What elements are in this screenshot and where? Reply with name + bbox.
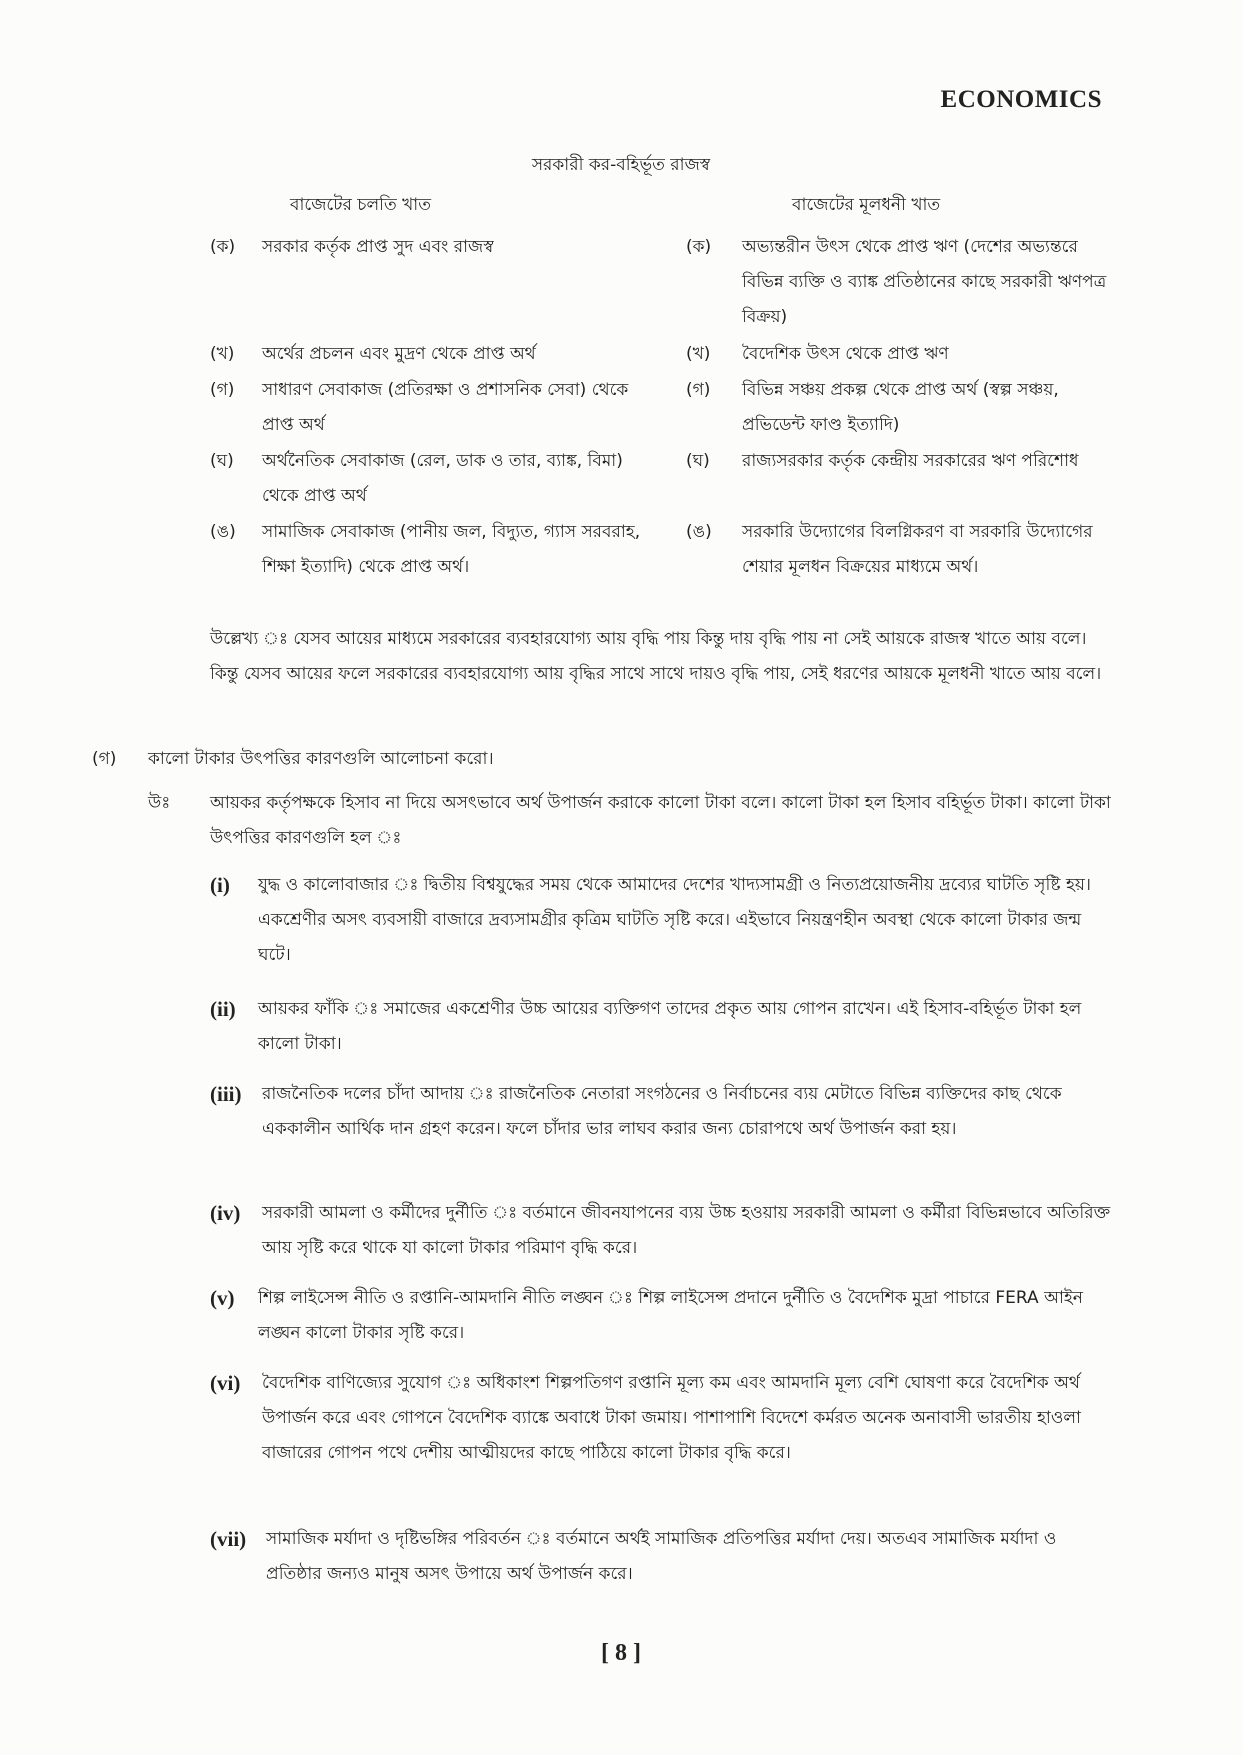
point-text: যুদ্ধ ও কালোবাজার ঃ দ্বিতীয় বিশ্বযুদ্ধের সময় থেকে আমাদের দেশের খাদ্যসামগ্রী ও নিত্যপ্রয়োজনীয় দ্রব্যের ঘাটতি সৃষ্টি হয়। একশ্রেণীর অসৎ ব্যবসায়ী বাজারে দ্রব্যসামগ্রীর কৃত্রিম ঘাটতি সৃষ্টি করে। এইভাবে নিয়ন্ত্রণহীন অবস্থা থেকে কালো টাকার জন্ম ঘটে। <box>258 875 1091 965</box>
table-title: সরকারী কর-বহির্ভূত রাজস্ব <box>531 155 711 175</box>
row-text-right: রাজ্যসরকার কর্তৃক কেন্দ্রীয় সরকারের ঋণ পরিশোধ <box>742 451 1079 471</box>
row-label-right: (গ) <box>686 380 711 400</box>
row-label-left: (খ) <box>210 344 235 364</box>
row-text-left: অর্থনৈতিক সেবাকাজ (রেল, ডাক ও তার, ব্যাঙ্ক, বিমা) থেকে প্রাপ্ত অর্থ <box>262 451 623 506</box>
row-text-right: বৈদেশিক উৎস থেকে প্রাপ্ত ঋণ <box>742 344 949 364</box>
point-text: বৈদেশিক বাণিজ্যের সুযোগ ঃ অধিকাংশ শিল্পপতিগণ রপ্তানি মূল্য কম এবং আমদানি মূল্য বেশি ঘোষণা করে বৈদেশিক অর্থ উপার্জন করে এবং গোপনে বৈদেশিক ব্যাঙ্কে অবাধে টাকা জমায়। পাশাপাশি বিদেশে কর্মরত অনেক অনাবাসী ভারতীয় হাওলা বাজারের গোপন পথে দেশীয় আত্মীয়দের কাছে পাঠিয়ে কালো টাকার বৃদ্ধি করে। <box>262 1373 1081 1463</box>
left-column-heading: বাজেটের চলতি খাত <box>290 195 431 215</box>
point-number: (iv) <box>210 1201 241 1225</box>
point-number: (vi) <box>210 1371 241 1395</box>
question-label: (গ) <box>92 749 117 769</box>
point-text: আয়কর ফাঁকি ঃ সমাজের একশ্রেণীর উচ্চ আয়ের ব্যক্তিগণ তাদের প্রকৃত আয় গোপন রাখেন। এই হিসাব-বহির্ভূত টাকা হল কালো টাকা। <box>258 999 1082 1054</box>
point-number: (i) <box>210 873 230 897</box>
row-text-left: সামাজিক সেবাকাজ (পানীয় জল, বিদ্যুত, গ্যাস সরবরাহ, শিক্ষা ইত্যাদি) থেকে প্রাপ্ত অর্থ। <box>262 522 641 577</box>
point-number: (v) <box>210 1286 235 1310</box>
row-text-right: বিভিন্ন সঞ্চয় প্রকল্প থেকে প্রাপ্ত অর্থ (স্বল্প সঞ্চয়, প্রভিডেন্ট ফাণ্ড ইত্যাদি) <box>742 380 1059 435</box>
point-number: (ii) <box>210 997 236 1021</box>
point-text: রাজনৈতিক দলের চাঁদা আদায় ঃ রাজনৈতিক নেতারা সংগঠনের ও নির্বাচনের ব্যয় মেটাতে বিভিন্ন ব্যক্তিদের কাছ থেকে এককালীন আর্থিক দান গ্রহণ করেন। ফলে চাঁদার ভার লাঘব করার জন্য চোরাপথে অর্থ উপার্জন করা হয়। <box>262 1084 1062 1139</box>
row-label-right: (ঘ) <box>686 451 710 471</box>
row-label-left: (ক) <box>210 237 236 257</box>
page-header: ECONOMICS <box>940 86 1102 113</box>
point-text: শিল্প লাইসেন্স নীতি ও রপ্তানি-আমদানি নীতি লঙ্ঘন ঃ শিল্প লাইসেন্স প্রদানে দুর্নীতি ও বৈদেশিক মুদ্রা পাচারে FERA আইন লঙ্ঘন কালো টাকার সৃষ্টি করে। <box>258 1288 1083 1343</box>
row-label-left: (ঘ) <box>210 451 234 471</box>
page-number: [ 8 ] <box>601 1640 641 1666</box>
question-text: কালো টাকার উৎপত্তির কারণগুলি আলোচনা করো। <box>148 749 494 769</box>
point-text: সামাজিক মর্যাদা ও দৃষ্টিভঙ্গির পরিবর্তন ঃ বর্তমানে অর্থই সামাজিক প্রতিপত্তির মর্যাদা দেয়। অতএব সামাজিক মর্যাদা ও প্রতিষ্ঠার জন্যও মানুষ অসৎ উপায়ে অর্থ উপার্জন করে। <box>266 1529 1057 1584</box>
point-number: (iii) <box>210 1082 242 1106</box>
answer-intro: আয়কর কর্তৃপক্ষকে হিসাব না দিয়ে অসৎভাবে অর্থ উপার্জন করাকে কালো টাকা বলে। কালো টাকা হল হিসাব বহির্ভূত টাকা। কালো টাকা উৎপত্তির কারণগুলি হল ঃ <box>210 793 1111 848</box>
row-text-left: সরকার কর্তৃক প্রাপ্ত সুদ এবং রাজস্ব <box>262 237 494 257</box>
point-number: (vii) <box>210 1527 247 1551</box>
row-text-right: সরকারি উদ্যোগের বিলগ্নিকরণ বা সরকারি উদ্যোগের শেয়ার মূলধন বিক্রয়ের মাধ্যমে অর্থ। <box>742 522 1093 577</box>
row-text-left: সাধারণ সেবাকাজ (প্রতিরক্ষা ও প্রশাসনিক সেবা) থেকে প্রাপ্ত অর্থ <box>262 380 629 435</box>
row-label-right: (খ) <box>686 344 711 364</box>
row-label-right: (ঙ) <box>686 522 712 542</box>
row-label-right: (ক) <box>686 237 712 257</box>
note-paragraph: উল্লেখ্য ঃ যেসব আয়ের মাধ্যমে সরকারের ব্যবহারযোগ্য আয় বৃদ্ধি পায় কিন্তু দায় বৃদ্ধি পায় না সেই আয়কে রাজস্ব খাতে আয় বলে। কিন্তু যেসব আয়ের ফলে সরকারের ব্যবহারযোগ্য আয় বৃদ্ধির সাথে সাথে দায়ও বৃদ্ধি পায়, সেই ধরণের আয়কে মূলধনী খাতে আয় বলে। <box>210 629 1102 684</box>
row-text-right: অভ্যন্তরীন উৎস থেকে প্রাপ্ত ঋণ (দেশের অভ্যন্তরে বিভিন্ন ব্যক্তি ও ব্যাঙ্ক প্রতিষ্ঠানের কাছে সরকারী ঋণপত্র বিক্রয়) <box>742 237 1107 327</box>
row-text-left: অর্থের প্রচলন এবং মুদ্রণ থেকে প্রাপ্ত অর্থ <box>262 344 536 364</box>
right-column-heading: বাজেটের মূলধনী খাত <box>792 195 941 215</box>
point-text: সরকারী আমলা ও কর্মীদের দুর্নীতি ঃ বর্তমানে জীবনযাপনের ব্যয় উচ্চ হওয়ায় সরকারী আমলা ও কর্মীরা বিভিন্নভাবে অতিরিক্ত আয় সৃষ্টি করে থাকে যা কালো টাকার পরিমাণ বৃদ্ধি করে। <box>262 1203 1111 1258</box>
row-label-left: (ঙ) <box>210 522 236 542</box>
answer-label: উঃ <box>148 793 171 813</box>
row-label-left: (গ) <box>210 380 235 400</box>
